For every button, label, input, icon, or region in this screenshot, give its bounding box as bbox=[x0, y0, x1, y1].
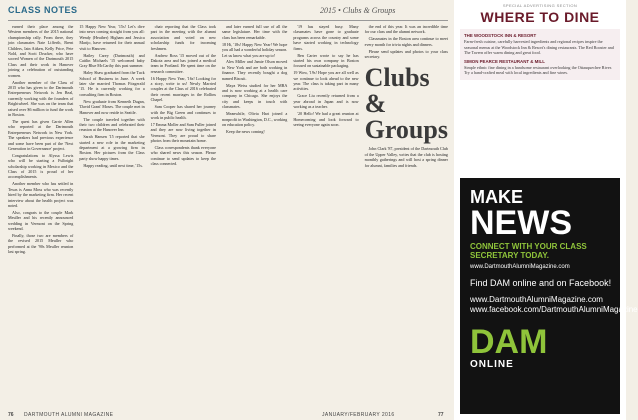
note-paragraph: Andrew Ross '15 moved out of the Dakota area and has joined a medical team in Portland. He spent time on the research committee. bbox=[150, 52, 216, 74]
dam-logo-text: DAM bbox=[470, 323, 548, 361]
note-paragraph: the end of this year. It was an incredible time for our class and the alumni network. bbox=[364, 24, 448, 35]
note-paragraph: 16 Happy New Year, '16s! Looking for a story, write to us! Newly Married couples at the Class of 2016 celebrated their recent marriages in the Rollins Chapel. bbox=[150, 75, 216, 103]
note-paragraph: Keep the news coming! bbox=[225, 128, 265, 134]
note-paragraph: Another member of the Class of 2015 who has given to the Dartmouth Entrepreneurs Network is Jen Beal, currently working with the founders of Brightwheel. She was on the team that raised over $6 million to fund the work in Boston. bbox=[8, 79, 74, 117]
where-to-dine-sidebar bbox=[454, 0, 638, 420]
note-paragraph: 18 Hi, '18s! Happy New Year! We hope you all had a wonderful holiday season. Let us know what you are up to! bbox=[221, 41, 288, 58]
note-paragraph: and later earned full use of all the same legislature. Her time with the class has been remarkable. bbox=[221, 24, 288, 40]
note-paragraph: New graduate from Kenneth Dugan, 'David Grant' Moses. The couple met in Hanover and now reside in Seattle. bbox=[79, 98, 145, 115]
ad-news-text: NEWS bbox=[470, 204, 572, 242]
note-paragraph: Finally, those two are members of the revised 2015 Meuller who performed at the '90s Meuller reunion last spring. bbox=[8, 233, 74, 255]
note-paragraph: The quest has given Carrie Allen who reported at the Dartmouth Entrepreneurs Network in New York. The speakers had previous experience and some have been part of the 'Next Generation in Governance' project. bbox=[8, 118, 74, 151]
column-1 bbox=[8, 24, 73, 409]
ad-website-link[interactable]: www.DartmouthAlumniMagazine.com bbox=[470, 264, 570, 270]
issue-date: JANUARY/FEBRUARY 2016 bbox=[322, 412, 395, 418]
listing-description: Farm-fresh cuisine, carefully harvested ingredients and regional recipes inspire the seasonal menus at the Woodstock Inn & Resort's dining restaurants. The Red Rooster and The Tavern offer warm dining and great food. bbox=[464, 39, 614, 56]
note-paragraph: Alex Miller and Jamie Olson moved to New York and are both working in finance. They recently bought a dog named Biscuit. bbox=[221, 59, 288, 81]
ad-make-text: MAKE bbox=[470, 187, 523, 207]
clubs-intro: John Clark '87, president of the Dartmouth Club of the Upper Valley, writes that the club is hosting monthly gatherings and will host a spring dinner for alumni, families and friends. bbox=[364, 146, 448, 168]
class-notes-columns bbox=[8, 24, 448, 409]
page-number-left: 76 bbox=[8, 412, 14, 418]
note-paragraph: Maya Weiss studied for her MBA and is now working at a health care company in Chicago. She enjoys the city and keeps in touch with classmates. bbox=[221, 82, 288, 110]
column-5 bbox=[293, 24, 358, 409]
note-paragraph: Congratulations to Alyssa Lewis who will be starting a Fulbright scholarship working in Mexico and the Class of 2015 is proud of her accomplishments. bbox=[8, 152, 74, 180]
note-paragraph: Class correspondents thank everyone who shared news this season. Please continue to send updates to keep the class connected. bbox=[150, 145, 216, 167]
dam-online-text: ONLINE bbox=[470, 359, 514, 370]
note-paragraph: Haley Shaw graduated from the Tuck School of Business in June. A week later she married Thomas Fitzgerald '15. He is currently working for a consulting firm in Boston. bbox=[79, 70, 145, 97]
note-paragraph: chair reporting that the Class took part in the meeting with the alumni association and voted on new scholarship funds for incoming freshmen. bbox=[150, 24, 216, 51]
ad-connect-text: CONNECT WITH YOUR CLASS SECRETARY TODAY. bbox=[470, 242, 587, 260]
right-section-header: 2015 • Clubs & Groups bbox=[320, 5, 396, 15]
ad-url-link[interactable]: www.DartmouthAlumniMagazine.com bbox=[470, 295, 603, 304]
clubs-groups-title: Clubs & Groups bbox=[364, 63, 448, 145]
note-paragraph: 19 Wow, '19s! Hope you are all well as we continue to look ahead to the new year. The class is taking part in many activities. bbox=[293, 70, 359, 92]
advertising-label: SPECIAL ADVERTISING SECTION bbox=[502, 3, 578, 8]
sidebar-title: WHERE TO DINE bbox=[480, 9, 600, 25]
note-paragraph: Please send updates and photos to your class secretary. bbox=[364, 48, 448, 60]
note-paragraph: Happy reading, until next time, '15s. bbox=[83, 162, 143, 168]
note-paragraph: Another member who has settled in Texas is Anna Moss who was recently hired by the marketing firm. Her recent interview about the health project was noted. bbox=[8, 181, 74, 208]
listing-description: Simple ethnic fine dining in a handsome restaurant overlooking the Ottauquechee River. Try a hand-crafted meal with local ingredients and fine wines. bbox=[464, 65, 612, 76]
dining-listings bbox=[460, 29, 620, 80]
note-paragraph: 17 Emma Moller and Sam Fuller joined and they are now living together in Vermont. They are proud to share photos from their mountain home. bbox=[150, 121, 216, 144]
column-6 bbox=[365, 24, 448, 409]
note-paragraph: earned their place among the Western members of the 2015 national championship rally. From there, they join classmates Nate Lifferth, Brent Childers, Iain Aitken, Kelly Price, Pete Nold, and Scott Drucker, who have scored Women of the Dartmouth 2015 Class and their work in Hanover joining a celebration of outstanding women. bbox=[8, 24, 74, 78]
section-header: CLASS NOTES bbox=[8, 5, 78, 15]
note-paragraph: Meanwhile, Olivia Hart joined a nonprofit in Washington, D.C., working on education policy. bbox=[221, 111, 288, 127]
magazine-name: DARTMOUTH ALUMNI MAGAZINE bbox=[24, 412, 114, 418]
note-paragraph: Classmates in the Boston area continue to meet every month for trivia nights and dinners. bbox=[364, 36, 448, 47]
note-paragraph: The couple traveled together with their two children and celebrated their reunion at the Hanover Inn. bbox=[79, 116, 145, 133]
note-paragraph: Sam Cooper has shared her journey with the Big Green and continues to work in public health. bbox=[150, 104, 216, 120]
note-paragraph: '20 Hello! We had a great reunion at Homecoming and look forward to seeing everyone again soon. bbox=[293, 111, 359, 127]
note-paragraph: '19 has stayed busy. Many classmates have gone to graduate programs across the country and some have started working in technology firms. bbox=[293, 24, 359, 51]
header-rule bbox=[8, 20, 448, 21]
ad-find-us-text: Find DAM online and on Facebook! bbox=[470, 278, 612, 288]
note-paragraph: Ben Carter wrote to say he has started his own company in Boston focused on sustainable packaging. bbox=[293, 52, 359, 69]
note-paragraph: Also, congrats to the couple Mark Meuller and his recently announced wedding in Vermont on the Spring weekend. bbox=[8, 209, 74, 232]
note-paragraph: Grace Liu recently returned from a year abroad in Japan and is now working as a teacher. bbox=[293, 93, 359, 110]
make-news-ad[interactable] bbox=[460, 178, 638, 414]
page-number-right: 77 bbox=[438, 412, 444, 418]
note-paragraph: 15 Happy New Year, '15s! Let's dive into news coming straight from you all: Wendy (Heather) Higham and Jessica Marijo, have returned for their annual visit to Hanover. bbox=[79, 24, 145, 51]
ad-urls bbox=[470, 295, 638, 315]
listing-name: SIMON PEARCE RESTAURANT & MILL bbox=[464, 58, 545, 64]
column-3 bbox=[151, 24, 216, 409]
ad-url-link[interactable]: www.facebook.com/DartmouthAlumniMagazine bbox=[470, 305, 638, 314]
column-2 bbox=[79, 24, 144, 409]
column-4 bbox=[222, 24, 287, 409]
note-paragraph: Sarah Hansen '15 reported that she started a new role in the marketing department at a growing firm in Boston. Her pictures from the Class party show happy times. bbox=[79, 134, 145, 161]
note-paragraph: Hailey Carey (Dartmouth) and Caitlin Michaels '15 welcomed baby Gray Blue McCarthy this past summer. bbox=[79, 52, 145, 69]
listing-name: THE WOODSTOCK INN & RESORT bbox=[464, 33, 537, 38]
